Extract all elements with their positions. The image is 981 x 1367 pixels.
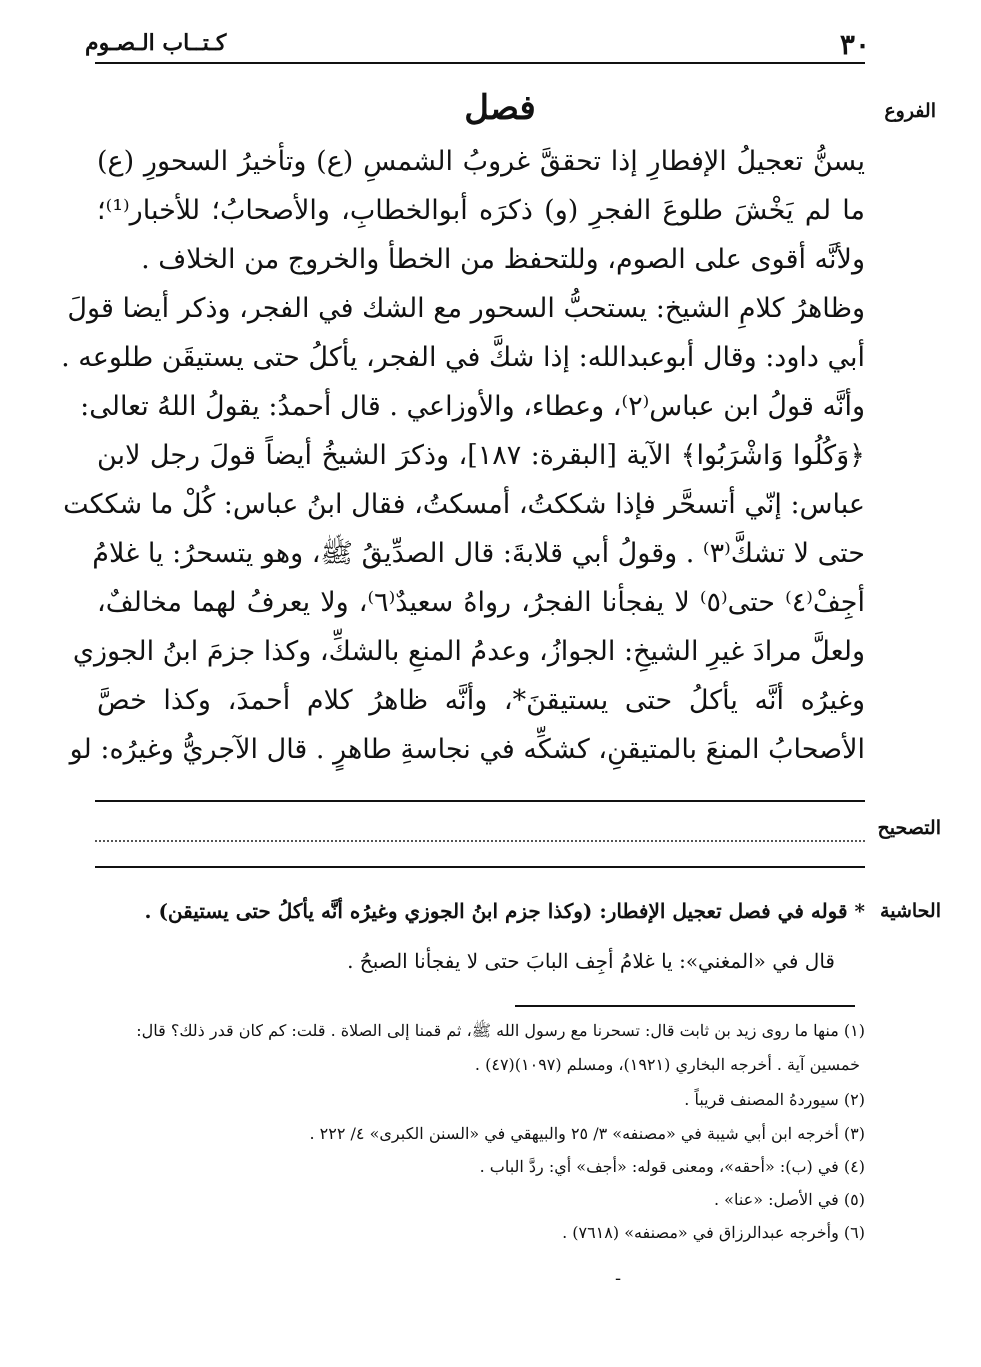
footnote-line: (٦) وأخرجه عبدالرزاق في «مصنفه» (٧٦١٨) . [562,1223,865,1242]
correction-label: التصحيح [877,817,941,839]
main-text-line: أجِفْ⁽٤⁾ حتى⁽٥⁾ لا يفجأنا الفجرُ، رواهُ سعيدٌ⁽٦⁾، ولا يعرفُ لهما مخالفٌ، [97,587,865,618]
main-text-line: يسنُّ تعجيلُ الإفطارِ إذا تحققَّ غروبُ الشمسِ (ع) وتأخيرُ السحورِ (ع) [97,146,865,177]
hashiya-label: الحاشية [880,900,941,922]
footnote-line: (١) منها ما روى زيد بن ثابت قال: تسحرنا مع رسول الله ﷺ، ثم قمنا إلى الصلاة . قلت: كم كان قدر ذلك؟ قال: [136,1021,865,1040]
main-text-line: ولأنَّه أقوى على الصوم، وللتحفظ من الخطأ والخروج من الخلاف . [141,244,865,275]
main-text-line: وظاهرُ كلامِ الشيخ: يستحبُّ السحور مع الشك في الفجر، وذكر أيضا قولَ [67,293,865,324]
correction-rule-top [95,800,865,802]
main-text-line: الأصحابُ المنعَ بالمتيقنِ، كشكِّه في نجاسةِ طاهرٍ . قال الآجريُّ وغيرُه: لو [69,734,865,765]
main-text-line: عباس: إنّي أتسحَّر فإذا شككتُ، أمسكتُ، فقال ابنُ عباس: كُلْ ما شككت [63,489,865,520]
page-mark: - [615,1268,622,1289]
footnote-line: (٢) سيوردهُ المصنف قريباً . [684,1090,865,1109]
correction-rule-bottom [95,866,865,868]
footnote-line: (٥) في الأصل: «عنا» . [714,1190,865,1209]
main-text-line: ﴿وَكُلُوا وَاشْرَبُوا﴾ الآية [البقرة: ١٨٧]، وذكرَ الشيخُ أيضاً قولَ رجل لابن [97,440,865,471]
main-text-line: ولعلَّ مرادَ غيرِ الشيخِ: الجوازُ، وعدمُ المنعِ بالشكِّ، وكذا جزمَ ابنُ الجوزي [72,636,865,667]
hashiya-line: * قوله في فصل تعجيل الإفطار: (وكذا جزم ابنُ الجوزي وغيرُه أنَّه يأكلُ حتى يستيقن) . [144,899,865,923]
footnote-line: (٣) أخرجه ابن أبي شيبة في «مصنفه» ٣/ ٢٥ والبيهقي في «السنن الكبرى» ٤/ ٢٢٢ . [309,1124,865,1143]
main-text-line: ما لم يَخْشَ طلوعَ الفجرِ (و) ذكرَه أبوالخطابِ، والأصحابُ؛ للأخبار⁽¹⁾؛ [97,195,865,226]
correction-dotted-line [95,840,865,842]
main-text-line: حتى لا تشكَّ⁽٣⁾ . وقولُ أبي قلابةَ: قال الصدِّيقُ ﷺ، وهو يتسحرُ: يا غلامُ [92,538,865,569]
footnote-rule [515,1005,855,1007]
main-text-line: وأنَّه قولُ ابن عباس⁽٢⁾، وعطاء، والأوزاعي . قال أحمدُ: يقولُ اللهُ تعالى: [80,391,865,422]
page-number: ٣٠ [839,28,870,61]
footnote-line: خمسين آية . أخرجه البخاري (١٩٢١)، ومسلم (١٠٩٧)(٤٧) . [474,1055,860,1074]
side-label-furu: الفروع [884,100,936,122]
book-title: كـتــاب الـصـوم [85,30,227,56]
section-title: فصل [464,88,536,128]
footnote-line: (٤) في (ب): «أحقه»، ومعنى قوله: «أجف» أي: ردَّ الباب . [479,1157,865,1176]
main-text-line: أبي داود: وقال أبوعبدالله: إذا شكَّ في الفجر، يأكلُ حتى يستيقَن طلوعه . [61,342,865,373]
main-text-line: وغيرُه أنَّه يأكلُ حتى يستيقنَ*، وأنَّه ظاهرُ كلام أحمدَ، وكذا خصَّ [97,685,865,716]
hashiya-line: قال في «المغني»: يا غلامُ أجِف البابَ حتى لا يفجأنا الصبحُ . [347,949,835,973]
header-rule [95,62,865,64]
